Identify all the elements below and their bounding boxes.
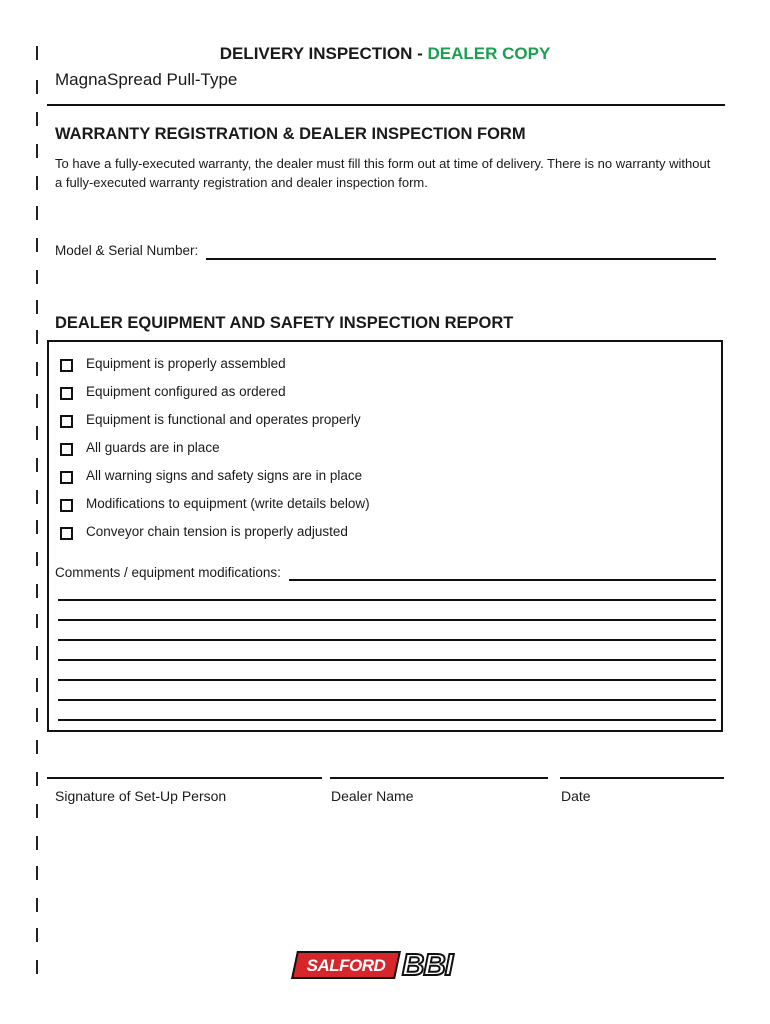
checklist-item: Conveyor chain tension is properly adjusted [86,524,348,539]
checklist-item: All warning signs and safety signs are in place [86,468,363,483]
model-serial-label: Model & Serial Number: [55,243,199,258]
model-serial-field[interactable] [206,258,716,260]
comments-line[interactable] [58,679,716,681]
checkbox-assembled[interactable] [60,359,73,372]
logo-bbi-text: BBI [402,947,453,982]
checklist-item: All guards are in place [86,440,220,455]
checklist-item: Equipment configured as ordered [86,384,286,399]
comments-label: Comments / equipment modifications: [55,565,281,580]
date-label: Date [561,788,591,804]
setup-signature-label: Signature of Set-Up Person [55,788,227,804]
setup-signature-line[interactable] [47,777,322,779]
checkbox-guards[interactable] [60,443,73,456]
checkbox-functional[interactable] [60,415,73,428]
header-divider [47,104,725,106]
date-line[interactable] [560,777,724,779]
title-prefix: DELIVERY INSPECTION - [219,44,428,63]
dealer-name-label: Dealer Name [331,788,414,804]
checkbox-configured[interactable] [60,387,73,400]
comments-line[interactable] [289,579,716,581]
checkbox-modifications[interactable] [60,499,73,512]
dealer-name-line[interactable] [330,777,548,779]
warranty-paragraph: To have a fully-executed warranty, the dealer must fill this form out at time of delivery. There is no warranty without a fully-executed warranty registration and dealer inspection form. [55,156,711,190]
checkbox-warning-signs[interactable] [60,471,73,484]
comments-line[interactable] [58,599,716,601]
comments-line[interactable] [58,619,716,621]
checklist-item: Equipment is functional and operates properly [86,412,361,427]
warranty-heading: WARRANTY REGISTRATION & DEALER INSPECTION FORM [55,125,526,143]
salford-bbi-logo [294,948,476,982]
inspection-heading: DEALER EQUIPMENT AND SAFETY INSPECTION REPORT [55,314,514,332]
comments-line[interactable] [58,719,716,721]
checklist-item: Equipment is properly assembled [86,356,286,371]
comments-line[interactable] [58,639,716,641]
checklist-item: Modifications to equipment (write details below) [86,496,370,511]
comments-line[interactable] [58,699,716,701]
product-subtitle: MagnaSpread Pull-Type [55,70,238,89]
logo-salford-text: SALFORD [306,956,386,975]
checkbox-chain-tension[interactable] [60,527,73,540]
page-title [0,44,770,64]
title-highlight: DEALER COPY [427,44,551,63]
comments-line[interactable] [58,659,716,661]
